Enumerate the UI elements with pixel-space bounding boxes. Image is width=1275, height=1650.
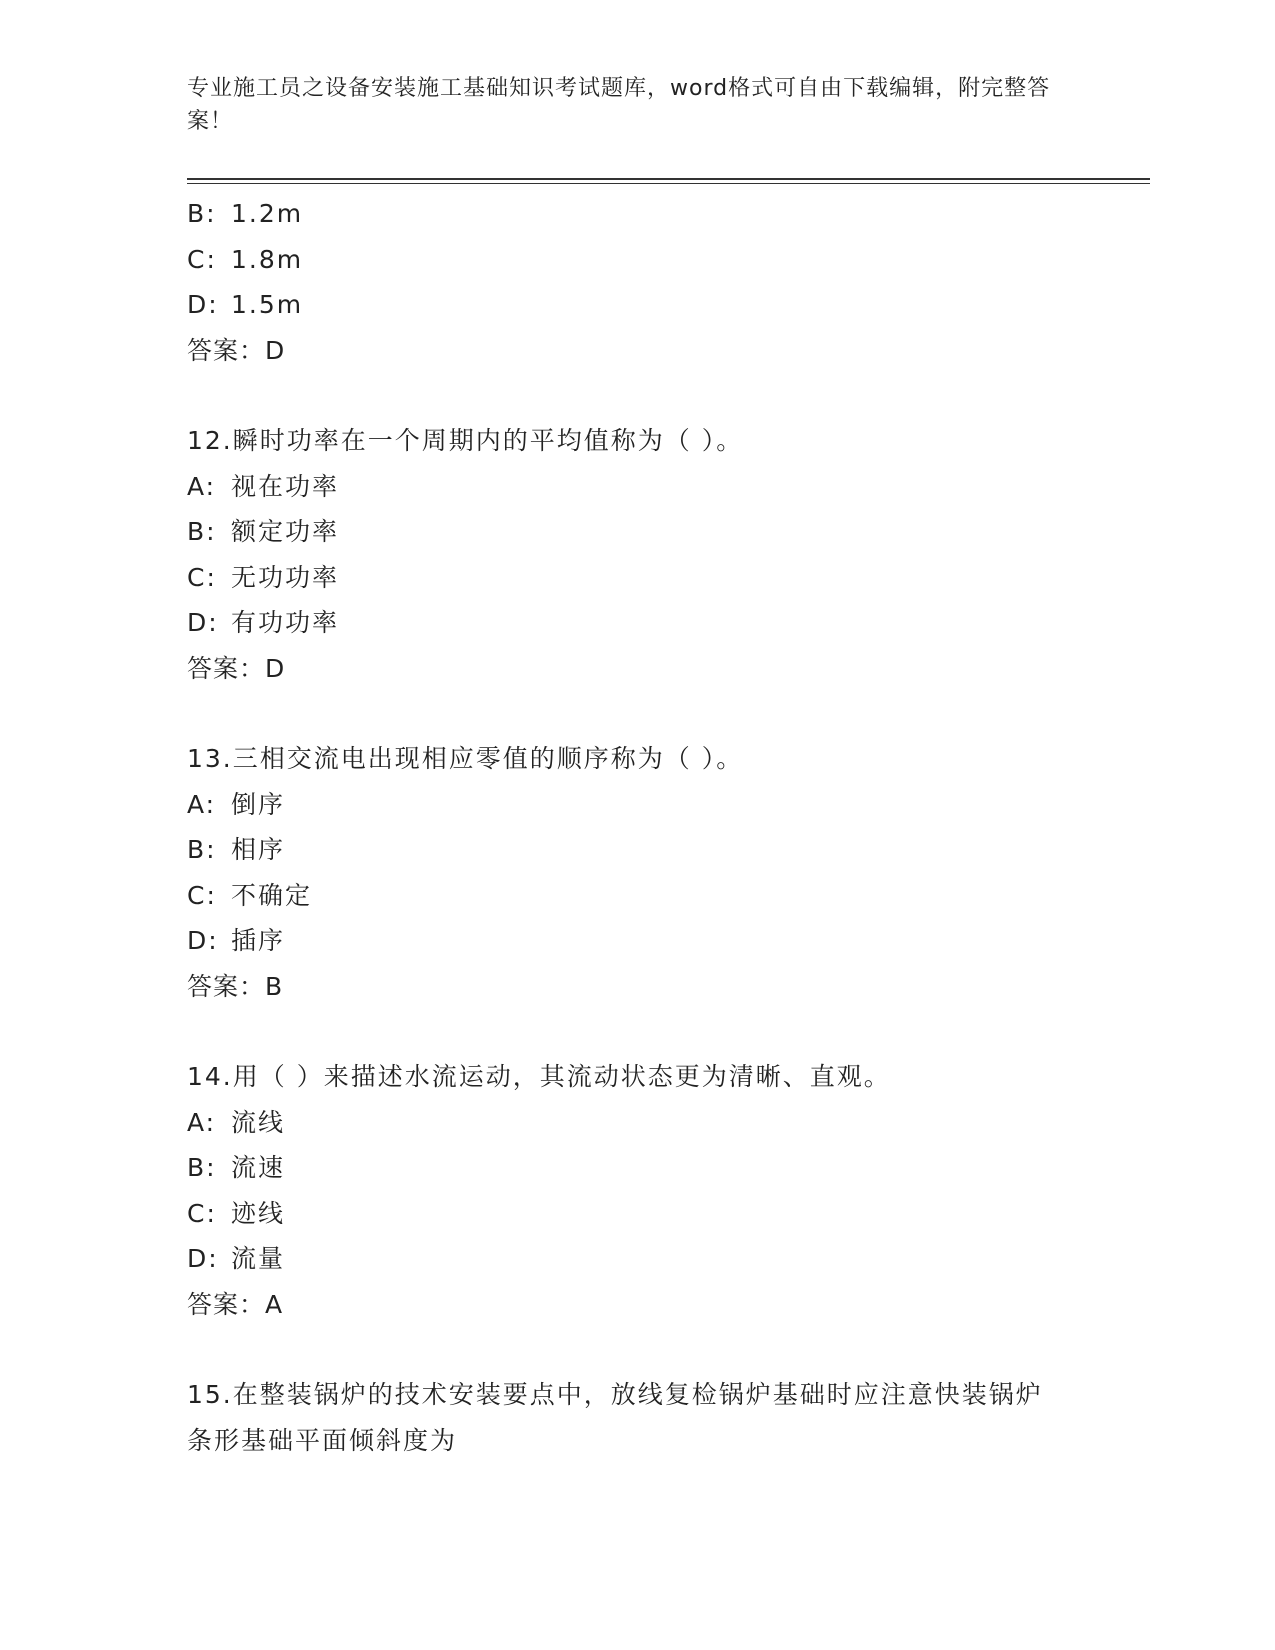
option-text: 额定功率 <box>231 517 340 546</box>
option-label: A: <box>187 789 217 819</box>
answer-line: 答案：D <box>187 653 286 683</box>
question-stem: 12.瞬时功率在一个周期内的平均值称为（ ）。 <box>187 426 744 455</box>
answer-line: 答案：D <box>187 335 286 365</box>
option-c <box>187 555 1087 601</box>
option-label: D: <box>187 1244 219 1273</box>
option-text: 流线 <box>231 1107 286 1137</box>
question-14 <box>187 1054 1087 1327</box>
question-list <box>187 191 1087 1463</box>
option-d <box>187 282 1087 328</box>
question-12 <box>187 418 1087 691</box>
option-text: 无功功率 <box>231 562 340 592</box>
option-b <box>187 191 1087 237</box>
option-d <box>187 1236 1087 1282</box>
option-text: 流速 <box>231 1153 286 1182</box>
question-stem: 14.用（ ）来描述水流运动，其流动状态更为清晰、直观。 <box>187 1062 891 1091</box>
option-text: 1.8m <box>231 244 304 274</box>
answer-line: 答案：A <box>187 1289 284 1319</box>
header-divider-thick <box>187 178 1150 180</box>
option-c <box>187 873 1087 919</box>
option-text: 迹线 <box>231 1198 286 1228</box>
option-label: A: <box>187 1107 217 1137</box>
question-stem: 13.三相交流电出现相应零值的顺序称为（ ）。 <box>187 744 744 773</box>
option-label: C: <box>187 1198 217 1228</box>
option-label: B: <box>187 1153 217 1182</box>
option-label: B: <box>187 835 217 864</box>
option-d <box>187 600 1087 646</box>
option-d <box>187 918 1087 964</box>
option-label: D: <box>187 608 219 637</box>
option-text: 不确定 <box>231 880 313 910</box>
option-label: B: <box>187 517 217 546</box>
option-c <box>187 237 1087 283</box>
option-a <box>187 1100 1087 1146</box>
option-a <box>187 464 1087 510</box>
answer-line: 答案：B <box>187 971 284 1001</box>
option-text: 倒序 <box>231 789 286 819</box>
option-text: 1.5m <box>231 290 304 319</box>
question-11-partial <box>187 191 1087 373</box>
option-b <box>187 827 1087 873</box>
option-text: 插序 <box>231 926 286 955</box>
option-label: C: <box>187 244 217 274</box>
header-divider-thin <box>187 183 1150 184</box>
option-c <box>187 1191 1087 1237</box>
document-header: 专业施工员之设备安装施工基础知识考试题库，word格式可自由下载编辑，附完整答案！ <box>187 76 1051 134</box>
option-text: 相序 <box>231 835 286 864</box>
option-label: C: <box>187 880 217 910</box>
question-13 <box>187 736 1087 1009</box>
option-a <box>187 782 1087 828</box>
option-label: B: <box>187 199 217 228</box>
option-b <box>187 1145 1087 1191</box>
option-label: A: <box>187 471 217 501</box>
question-stem: 15.在整装锅炉的技术安装要点中，放线复检锅炉基础时应注意快装锅炉条形基础平面倾斜度为 <box>187 1380 1043 1455</box>
question-15 <box>187 1372 1067 1463</box>
option-b <box>187 509 1087 555</box>
option-label: D: <box>187 926 219 955</box>
option-label: C: <box>187 562 217 592</box>
option-text: 视在功率 <box>231 471 340 501</box>
option-text: 1.2m <box>231 199 304 228</box>
option-text: 流量 <box>231 1244 286 1273</box>
option-label: D: <box>187 290 219 319</box>
option-text: 有功功率 <box>231 608 340 637</box>
